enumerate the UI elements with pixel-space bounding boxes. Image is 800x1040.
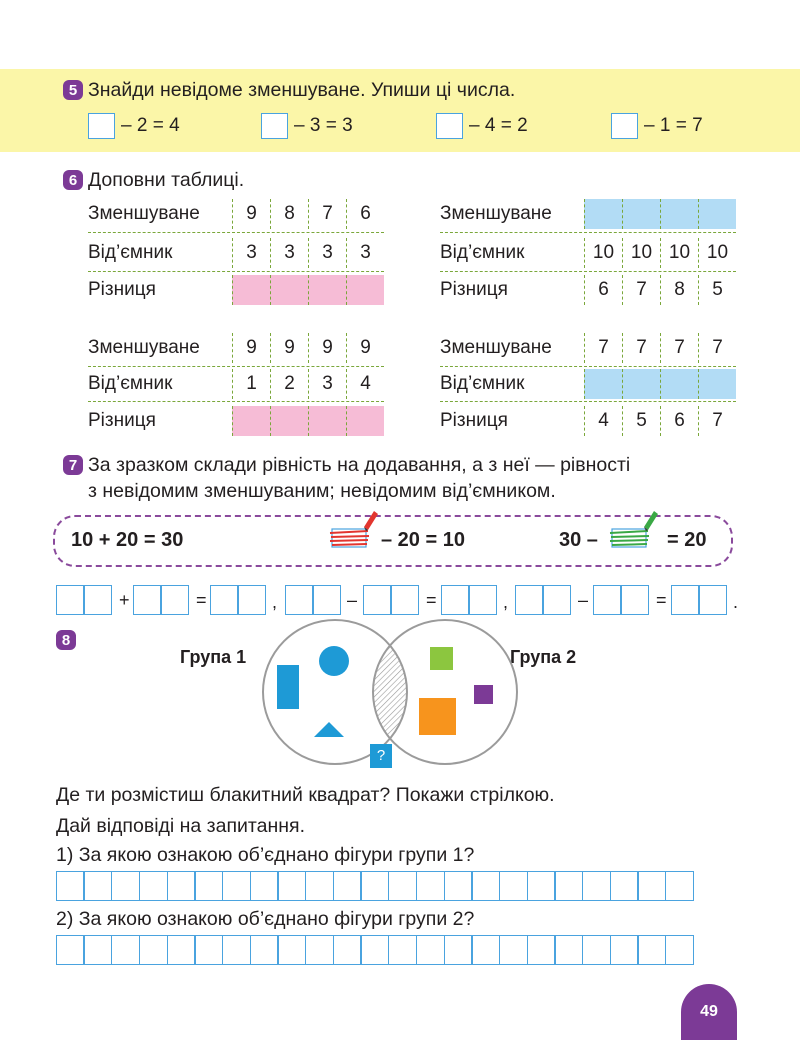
answer-cell[interactable] <box>308 406 346 436</box>
table-cell: 10 <box>622 238 660 268</box>
table-cell: 3 <box>346 238 384 268</box>
table-cell: 6 <box>346 199 384 229</box>
table-cell: 8 <box>660 275 698 305</box>
answer-cell[interactable] <box>622 199 660 229</box>
answer-field[interactable] <box>364 585 419 615</box>
task7-instruction-line2: з невідомим зменшуваним; невідомим від’ємником. <box>88 480 556 502</box>
row-label: Від’ємник <box>88 373 173 394</box>
answer-cell[interactable] <box>346 275 384 305</box>
table-cell: 7 <box>622 333 660 363</box>
answer-box[interactable] <box>611 113 638 139</box>
question-1: 1) За якою ознакою об’єднано фігури групи 1? <box>56 844 475 866</box>
table-cell: 3 <box>232 238 270 268</box>
table-cell: 10 <box>660 238 698 268</box>
task6-number-badge: 6 <box>63 170 83 190</box>
answer-row-1[interactable] <box>57 871 694 901</box>
row-label: Різниця <box>440 410 508 431</box>
task7-number-badge: 7 <box>63 455 83 475</box>
table-cell: 6 <box>660 406 698 436</box>
row-label: Зменшуване <box>440 203 552 224</box>
answer-cell[interactable] <box>660 369 698 399</box>
answer-row-2[interactable] <box>57 935 694 965</box>
answer-field[interactable] <box>286 585 341 615</box>
task5-equation-4: – 1 = 7 <box>611 113 703 139</box>
table-cell: 5 <box>698 275 736 305</box>
answer-cell[interactable] <box>270 275 308 305</box>
question-2: 2) За якою ознакою об’єднано фігури групи 2? <box>56 908 475 930</box>
table-cell: 10 <box>698 238 736 268</box>
answer-field[interactable] <box>672 585 727 615</box>
answer-field[interactable] <box>211 585 266 615</box>
answer-field[interactable] <box>594 585 649 615</box>
table-cell: 7 <box>584 333 622 363</box>
table-cell: 3 <box>308 238 346 268</box>
blue-triangle <box>314 722 344 737</box>
table-cell: 2 <box>270 369 308 399</box>
page-number: 49 <box>681 984 737 1040</box>
answer-cell[interactable] <box>270 406 308 436</box>
answer-cell[interactable] <box>698 199 736 229</box>
table-cell: 10 <box>584 238 622 268</box>
blue-circle <box>319 646 349 676</box>
sample-equation-addition: 10 + 20 = 30 <box>71 529 184 551</box>
blue-square-question[interactable]: ? <box>370 744 392 768</box>
table-cell: 4 <box>584 406 622 436</box>
answer-cell[interactable] <box>308 275 346 305</box>
row-label: Зменшуване <box>440 337 552 358</box>
comma: , <box>272 592 278 612</box>
answer-field[interactable] <box>442 585 497 615</box>
scribbled-box-icon <box>608 509 660 553</box>
answer-cell[interactable] <box>232 275 270 305</box>
row-label: Різниця <box>440 279 508 300</box>
table-cell: 1 <box>232 369 270 399</box>
table-cell: 9 <box>270 333 308 363</box>
equals-sign: = <box>656 590 667 610</box>
row-label: Від’ємник <box>88 242 173 263</box>
task7-instruction-line1: За зразком склади рівність на додавання, а з неї — рівності <box>88 454 631 476</box>
answer-box[interactable] <box>436 113 463 139</box>
answer-field[interactable] <box>516 585 571 615</box>
answer-cell[interactable] <box>660 199 698 229</box>
task8-number-badge: 8 <box>56 630 76 650</box>
row-label: Різниця <box>88 279 156 300</box>
answer-cell[interactable] <box>698 369 736 399</box>
period: . <box>733 592 739 612</box>
task6-instruction: Доповни таблиці. <box>88 169 245 191</box>
table-cell: 9 <box>232 333 270 363</box>
answer-box[interactable] <box>88 113 115 139</box>
row-label: Зменшуване <box>88 203 200 224</box>
group2-label: Група 2 <box>510 647 577 667</box>
table-cell: 6 <box>584 275 622 305</box>
plus-sign: + <box>119 590 130 610</box>
minus-sign: – <box>347 590 358 610</box>
task5-equation-1: – 2 = 4 <box>88 113 180 139</box>
table-cell: 3 <box>270 238 308 268</box>
table-cell: 5 <box>622 406 660 436</box>
green-square <box>430 647 453 670</box>
answer-cell[interactable] <box>346 406 384 436</box>
answer-cell[interactable] <box>584 369 622 399</box>
row-label: Від’ємник <box>440 242 525 263</box>
task5-equation-3: – 4 = 2 <box>436 113 528 139</box>
comma: , <box>503 592 509 612</box>
blue-rectangle <box>277 665 299 709</box>
minus-sign: – <box>578 590 589 610</box>
row-label: Зменшуване <box>88 337 200 358</box>
row-label: Від’ємник <box>440 373 525 394</box>
sample-equations-box <box>53 515 733 567</box>
sample-equation-unknown-minuend: – 20 = 10 <box>381 529 465 551</box>
sample-equation-left: 30 – <box>559 529 598 551</box>
table-cell: 7 <box>308 199 346 229</box>
row-label: Різниця <box>88 410 156 431</box>
table-cell: 4 <box>346 369 384 399</box>
scribbled-box-icon <box>328 509 380 553</box>
table-cell: 7 <box>622 275 660 305</box>
answer-cell[interactable] <box>232 406 270 436</box>
table-cell: 9 <box>308 333 346 363</box>
answer-field[interactable] <box>134 585 189 615</box>
answer-cell[interactable] <box>622 369 660 399</box>
answer-cell[interactable] <box>584 199 622 229</box>
task8-line2: Дай відповіді на запитання. <box>56 815 305 837</box>
table-cell: 7 <box>698 406 736 436</box>
table-cell: 8 <box>270 199 308 229</box>
orange-square <box>419 698 456 735</box>
task5-number-badge: 5 <box>63 80 83 100</box>
task8-line1: Де ти розмістиш блакитний квадрат? Покажи стрілкою. <box>56 784 555 806</box>
group1-label: Група 1 <box>180 647 247 667</box>
answer-box[interactable] <box>261 113 288 139</box>
equals-sign: = <box>196 590 207 610</box>
table-cell: 7 <box>660 333 698 363</box>
answer-field[interactable] <box>57 585 112 615</box>
sample-equation-right: = 20 <box>667 529 707 551</box>
purple-square <box>474 685 493 704</box>
task5-instruction: Знайди невідоме зменшуване. Упиши ці числа. <box>88 79 516 101</box>
table-cell: 7 <box>698 333 736 363</box>
table-cell: 9 <box>232 199 270 229</box>
equals-sign: = <box>426 590 437 610</box>
table-cell: 3 <box>308 369 346 399</box>
task5-equation-2: – 3 = 3 <box>261 113 353 139</box>
table-cell: 9 <box>346 333 384 363</box>
